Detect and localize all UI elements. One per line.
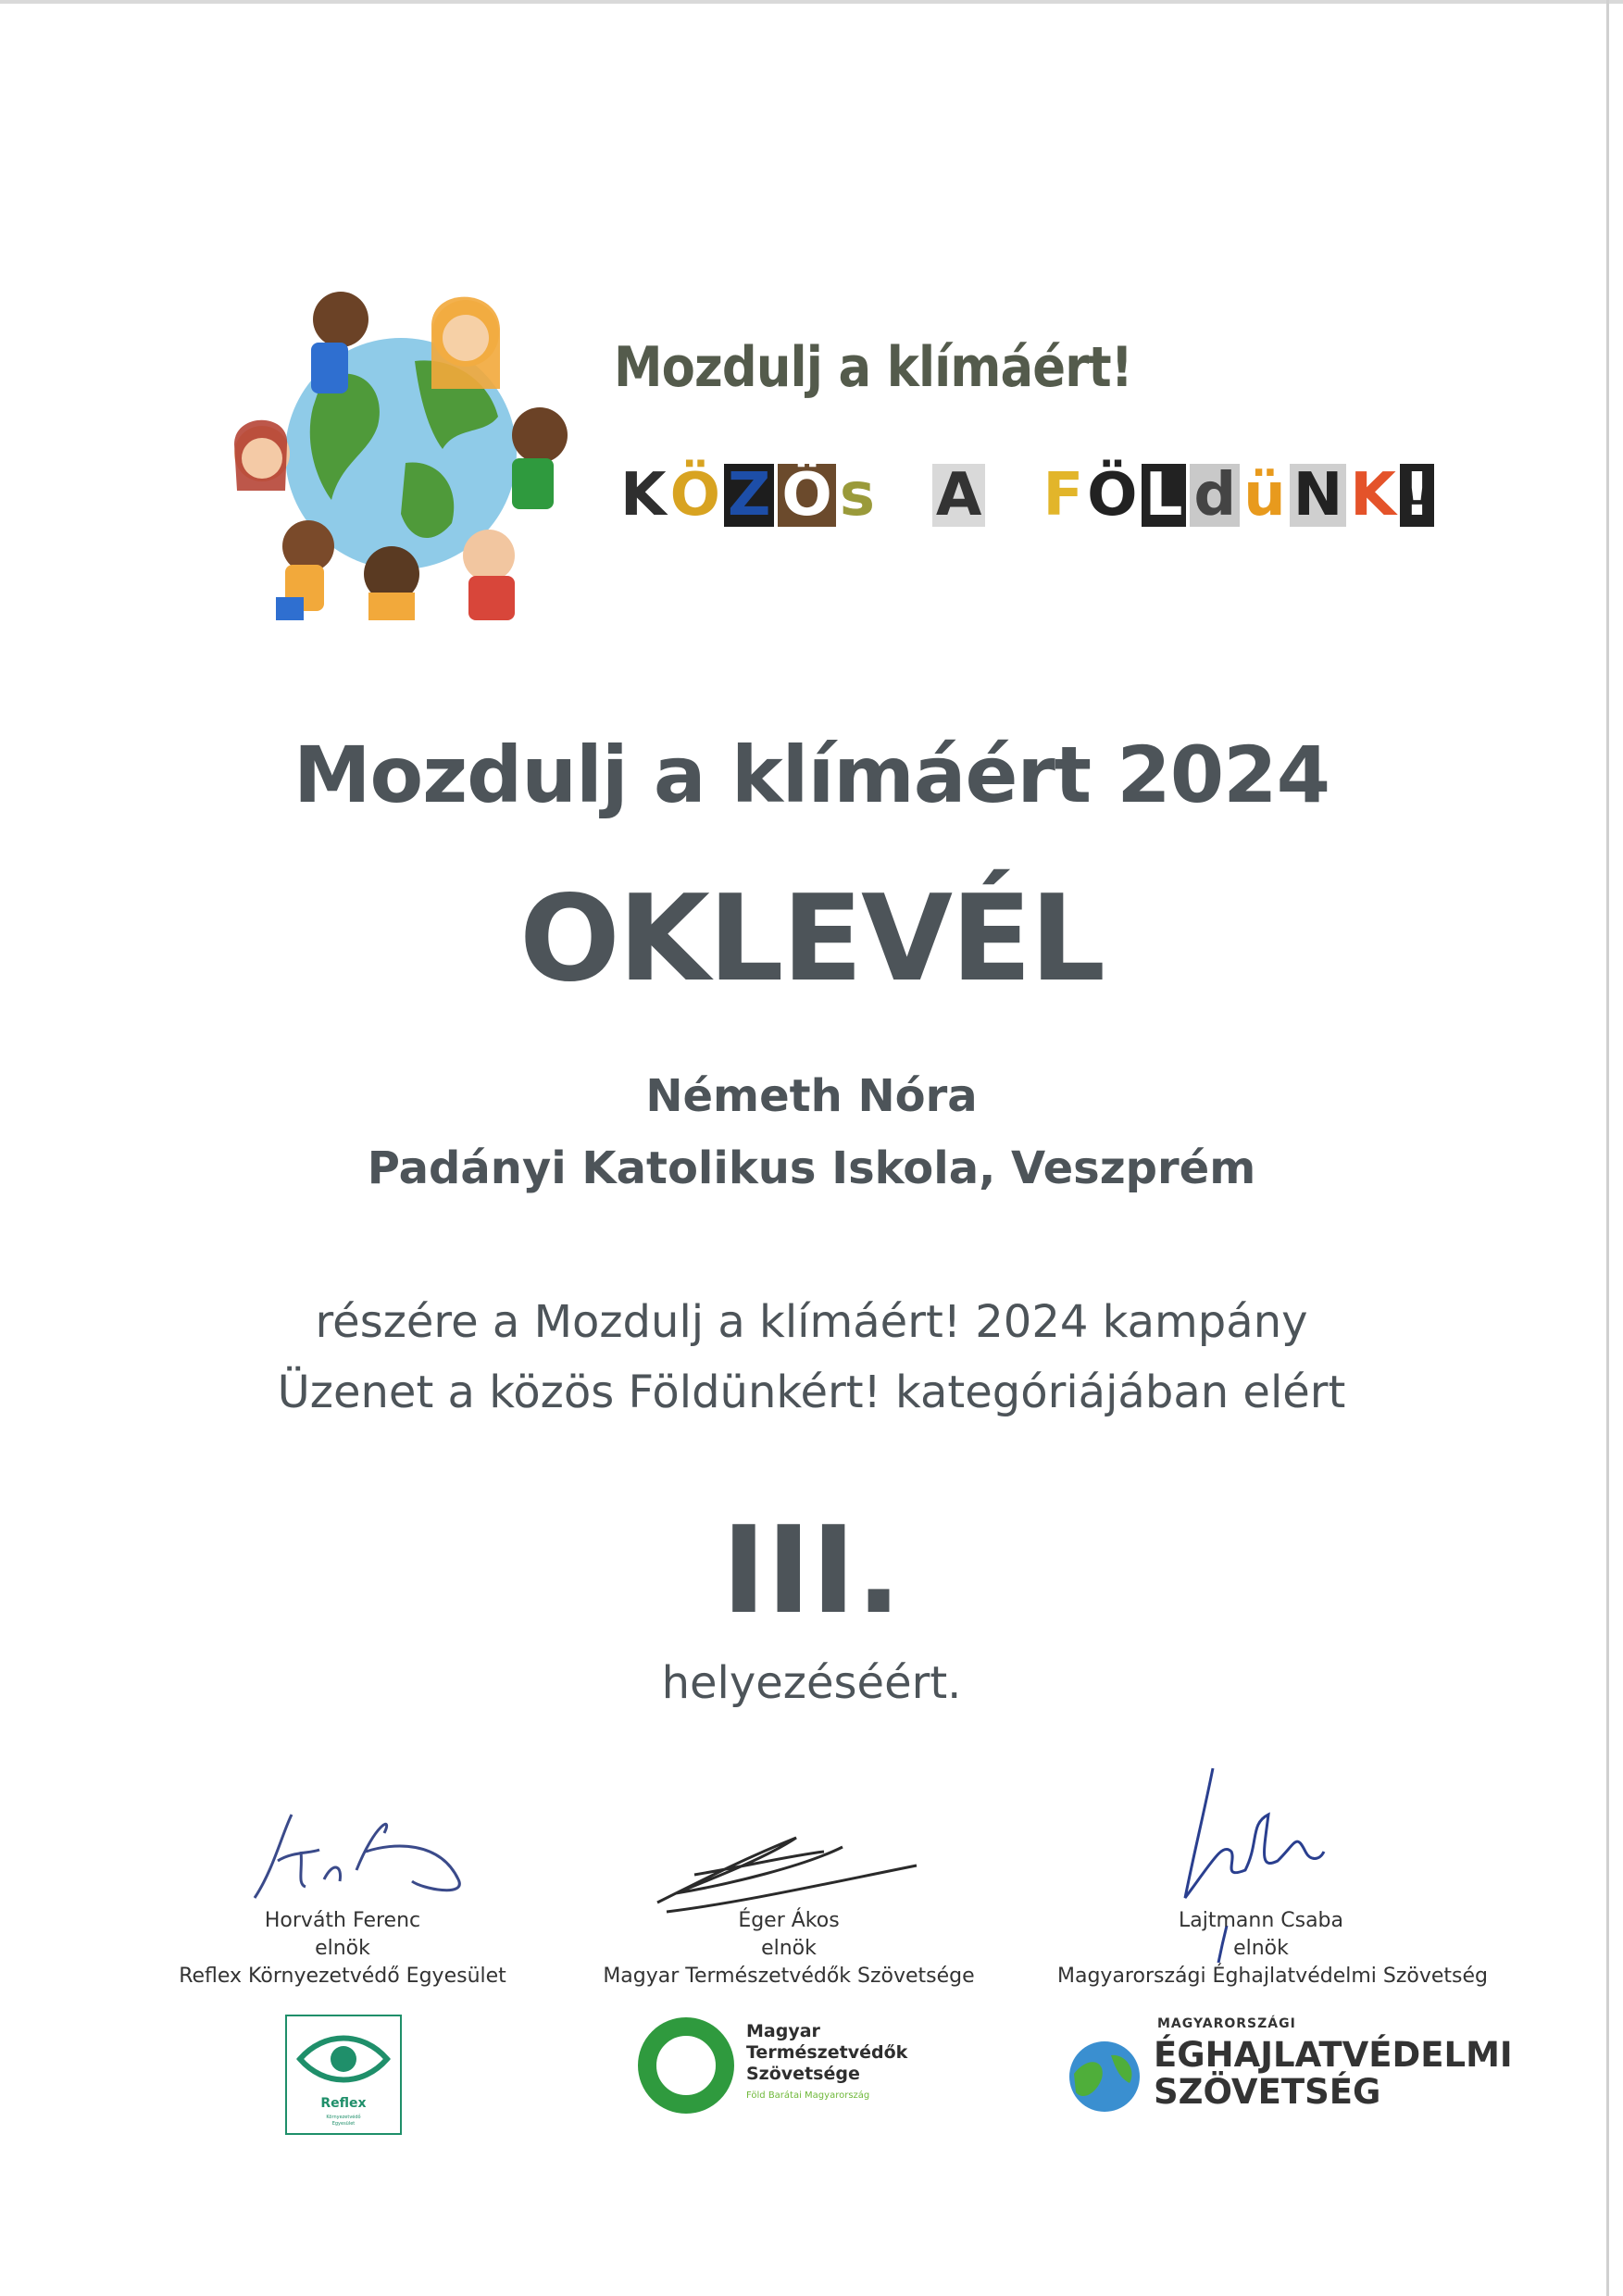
mtvsz-logo-text	[746, 2021, 907, 2085]
slogan-letter: K	[1350, 461, 1396, 530]
svg-text:Egyesület: Egyesület	[331, 2121, 356, 2127]
signatory-role: elnök	[761, 1937, 817, 1960]
svg-text:Reflex: Reflex	[320, 2096, 367, 2111]
slogan-letter: Ö	[669, 461, 720, 530]
diploma-title: OKLEVÉL	[518, 870, 1105, 1008]
award-text-line2: Üzenet a közös Földünkért! kategóriájában elért	[277, 1366, 1346, 1418]
award-text-line1: részére a Mozdulj a klímáért! 2024 kampány	[315, 1296, 1308, 1348]
slogan-letter: ü	[1243, 461, 1286, 530]
slogan-letter: Ö	[778, 464, 835, 527]
svg-text:Környezetvédő: Környezetvédő	[326, 2115, 361, 2120]
earth-globe-icon	[1065, 2037, 1144, 2116]
eye-icon	[287, 2016, 400, 2133]
mtvsz-ring-logo	[635, 2015, 737, 2116]
slogan-letter: !	[1400, 464, 1434, 527]
slogan-letter: s	[839, 461, 875, 530]
signatory-name: Lajtmann Csaba	[1178, 1909, 1344, 1932]
slogan-letter: Ö	[1087, 461, 1138, 530]
mtvsz-line1: Magyar	[746, 2021, 820, 2041]
placement: III.	[721, 1500, 902, 1641]
scan-edge-top	[0, 0, 1623, 4]
slogan-letter: d	[1190, 464, 1240, 527]
signatory-org: Reflex Környezetvédő Egyesület	[179, 1965, 506, 1988]
meh-logo-text	[1154, 2037, 1513, 2111]
mtvsz-tagline: Föld Barátai Magyarország	[746, 2090, 870, 2101]
recipient-school: Padányi Katolikus Iskola, Veszprém	[367, 1142, 1256, 1194]
signature-eger	[639, 1819, 935, 1921]
slogan-letter: K	[620, 461, 667, 530]
campaign-title: Mozdulj a klímáért 2024	[293, 730, 1330, 820]
signatory-name: Horváth Ferenc	[264, 1909, 421, 1932]
slogan-main: Mozdulj a klímáért!	[614, 335, 1132, 400]
slogan-letters	[620, 454, 1438, 537]
signatory-role: elnök	[1233, 1937, 1289, 1960]
slogan-letter: A	[932, 464, 986, 527]
signature-horvath	[236, 1796, 495, 1907]
slogan-letter: N	[1290, 464, 1347, 527]
award-text-line3: helyezéséért.	[661, 1657, 962, 1709]
signatory-1	[139, 1907, 546, 1990]
signatory-org: Magyar Természetvédők Szövetsége	[603, 1965, 975, 1988]
mtvsz-line3: Szövetsége	[746, 2064, 860, 2084]
meh-line1: ÉGHAJLATVÉDELMI	[1154, 2035, 1513, 2075]
signatory-name: Éger Ákos	[738, 1909, 840, 1932]
signatory-2	[585, 1907, 993, 1990]
signatory-role: elnök	[315, 1937, 370, 1960]
slogan-letter: Z	[724, 464, 774, 527]
children-around-earth-logo	[220, 278, 581, 620]
meh-logo-small: MAGYARORSZÁGI	[1157, 2016, 1296, 2031]
signatory-3	[1057, 1907, 1488, 1990]
signatory-org: Magyarországi Éghajlatvédelmi Szövetség	[1057, 1965, 1488, 1988]
slogan-letter: F	[1042, 461, 1084, 530]
recipient-name: Németh Nóra	[645, 1070, 978, 1122]
mtvsz-line2: Természetvédők	[746, 2042, 908, 2063]
meh-line2: SZÖVETSÉG	[1154, 2072, 1381, 2112]
slogan-letter: L	[1142, 464, 1187, 527]
reflex-logo	[285, 2015, 402, 2135]
